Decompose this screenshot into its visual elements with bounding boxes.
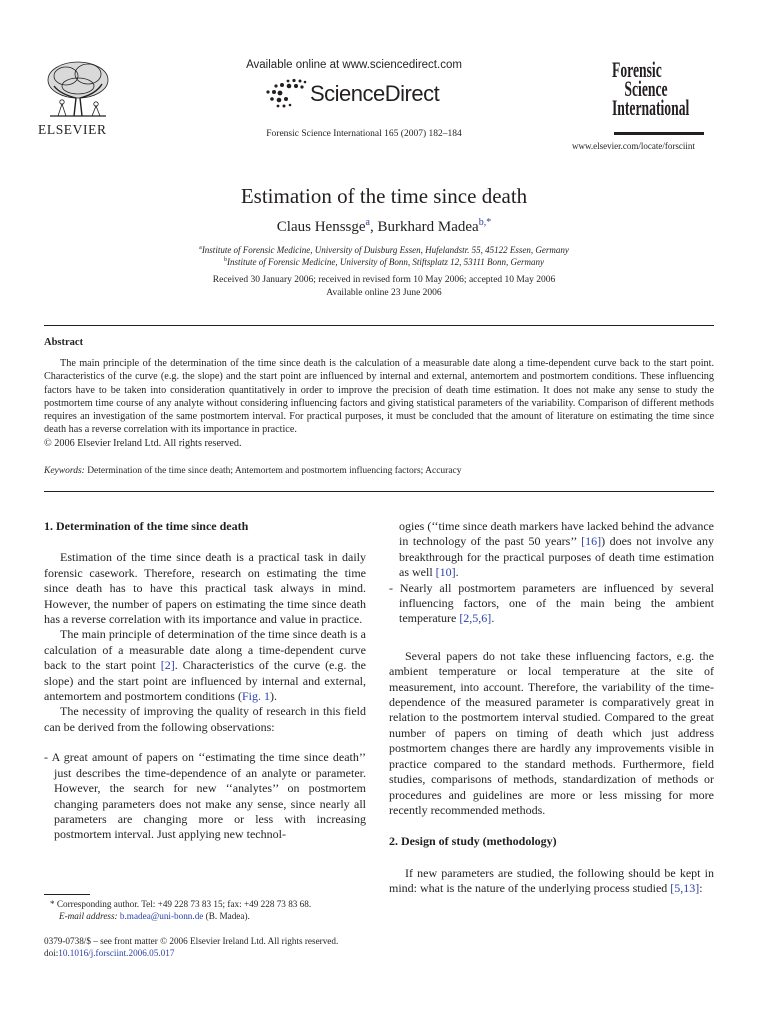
authors: [0, 217, 768, 236]
paragraph: [389, 866, 714, 897]
paragraph: [44, 627, 366, 704]
text-run: ) does not involve any breakthrough for the practical purposes of death time estimation as well: [399, 534, 715, 580]
footnote-divider: [44, 894, 90, 895]
citation-link[interactable]: [2,5,6]: [459, 611, 492, 626]
text-run: . Characteristics of the curve (e.g. the slope) and the start point are influenced by internal and external, antemortem and postmortem conditions (: [44, 658, 366, 704]
sciencedirect-dots-icon: [262, 78, 308, 108]
keywords-text: Determination of the time since death; Antemortem and postmortem influencing factors; Accuracy: [87, 466, 462, 476]
sciencedirect-logo[interactable]: [262, 76, 462, 110]
affiliation-a: [0, 245, 768, 255]
available-date: Available online 23 June 2006: [326, 288, 442, 298]
author-name: Burkhard Madea: [377, 219, 479, 235]
text-run: The main principle of determination of the time since death is a calculation of a measurable date along a time-dependent curve back to the start point: [44, 627, 366, 673]
keywords-label: Keywords:: [44, 466, 85, 476]
citation-link[interactable]: [5,13]: [670, 881, 700, 896]
journal-citation: Forensic Science International 165 (2007) 182–184: [266, 129, 462, 139]
abstract-copyright: © 2006 Elsevier Ireland Ltd. All rights reserved.: [44, 437, 242, 449]
text-run: ogies (‘‘time since death markers have lacked behind the advance in technology of the past 50 years’’: [399, 519, 714, 549]
paragraph: The necessity of improving the quality of research in this field can be derived from the following observations:: [44, 704, 366, 734]
list-continuation: [389, 519, 714, 581]
abstract-heading: Abstract: [44, 337, 84, 348]
doi-link[interactable]: 10.1016/j.forsciint.2006.05.017: [58, 948, 175, 958]
author-separator: ,: [369, 219, 378, 235]
observation-list: [44, 750, 366, 842]
section-heading: 2. Design of study (methodology): [389, 834, 557, 849]
received-dates: Received 30 January 2006; received in revised form 10 May 2006; accepted 10 May 2006: [212, 275, 556, 285]
left-column: [44, 519, 366, 843]
paragraph: Estimation of the time since death is a practical task in daily forensic casework. Therefore, research on estimating the time since death has to have this practical task always in mind. However, the number of papers on estimating the time since death has a reverse correlation with its importance and value in practice.: [44, 550, 366, 627]
right-column: [389, 519, 714, 897]
divider: [44, 325, 714, 326]
affiliation-text: Institute of Forensic Medicine, University of Duisburg Essen, Hufelandstr. 55, 45122 Essen, Germany: [201, 245, 569, 255]
divider: [44, 491, 714, 492]
journal-logo-line: Forensic: [612, 57, 662, 82]
footnote-email: [50, 910, 366, 922]
affiliation-marker: a: [199, 245, 202, 251]
email-label: E-mail address:: [59, 911, 118, 921]
publisher-name: ELSEVIER: [38, 122, 107, 137]
email-name: (B. Madea).: [205, 911, 250, 921]
footnote: [50, 898, 366, 922]
journal-logo: [612, 57, 690, 132]
affiliation-link[interactable]: a: [365, 217, 370, 228]
sciencedirect-wordmark: ScienceDirect: [310, 81, 440, 106]
text-run: .: [491, 611, 495, 626]
observation-list: [389, 581, 714, 627]
keywords: [44, 466, 462, 476]
citation-link[interactable]: [2]: [160, 658, 175, 673]
citation-link[interactable]: [16]: [581, 534, 602, 549]
affiliation-text: Institute of Forensic Medicine, University of Bonn, Stiftsplatz 12, 53111 Bonn, Germany: [226, 257, 545, 267]
text-run: .: [455, 565, 459, 580]
journal-url[interactable]: www.elsevier.com/locate/forsciint: [572, 141, 695, 151]
affiliation-b: [0, 257, 768, 267]
affiliation-link[interactable]: b,*: [478, 217, 492, 228]
figure-link[interactable]: Fig. 1: [241, 689, 270, 704]
journal-logo-line: Science: [624, 76, 668, 101]
abstract-text: The main principle of the determination of the time since death is the calculation of a measurable date along a time-dependent curve back to the start point. Characteristics of the curve (e.g. the slope) and the start point are influenced by internal and external, antemortem and postmortem conditions. These influencing factors have to be taken into consideration quantitatively in order to improve the precision of death time estimation. It does not make any sense to study the postmortem time course of any analyte without considering influencing factors and giving statistical parameters of the variability. Comparison of different methods requires an investigation of the same postmortem interval. For practical purposes, it must be concluded that the amount of literature on estimating the time since death has a reverse correlation with its importance in practice.: [44, 358, 714, 436]
available-online[interactable]: Available online at www.sciencedirect.com: [246, 59, 462, 71]
email-link[interactable]: b.madea@uni-bonn.de: [119, 911, 204, 921]
text-run: :: [699, 881, 703, 896]
affiliation-marker: b: [223, 257, 227, 263]
paragraph: Several papers do not take these influencing factors, e.g. the ambient temperature or local temperature at the site of measurement, into account. Therefore, the variability of the time-dependence of the measured parameter is comparatively great in relation to the postmortem interval studied. Compared to the great number of papers on timing of death which just address postmortem changes there are hardly any improvements visible in practice compared to the standard methods. Furthermore, field studies, comparisons of methods, standardization of methods or procedures and guidelines are more or less missing for more recently recommended methods.: [389, 648, 714, 817]
abstract-body: [44, 357, 714, 450]
article-title: Estimation of the time since death: [240, 184, 528, 208]
list-item: [389, 581, 714, 627]
text-run: - Nearly all postmortem parameters are influenced by several influencing factors, one of the main being the ambient temperature: [389, 580, 714, 626]
journal-logo-line: International: [612, 95, 690, 120]
footnote-corresponding: * Corresponding author. Tel: +49 228 73 83 15; fax: +49 228 73 83 68.: [50, 899, 312, 909]
author-name: Claus Henssge: [276, 219, 366, 235]
list-item: - A great amount of papers on ‘‘estimating the time since death’’ just describes the time-dependence of an analyte or parameter. However, the search for new ‘‘analytes’’ on postmortem changing parameters does not make any sense, since nearly all parameters are changing more or less with increasing postmortem interval. Just applying new technol-: [44, 750, 366, 842]
issn-line: 0379-0738/$ – see front matter © 2006 Elsevier Ireland Ltd. All rights reserved.: [44, 936, 339, 946]
text-run: If new parameters are studied, the following should be kept in mind: what is the nature of the underlying process studied: [389, 865, 714, 896]
journal-logo-rule: [614, 132, 704, 135]
citation-link[interactable]: [10]: [435, 565, 456, 580]
doi-line: [44, 948, 174, 958]
text-run: ).: [269, 689, 277, 704]
doi-label: doi:: [44, 948, 59, 958]
section-heading: 1. Determination of the time since death: [44, 519, 249, 533]
